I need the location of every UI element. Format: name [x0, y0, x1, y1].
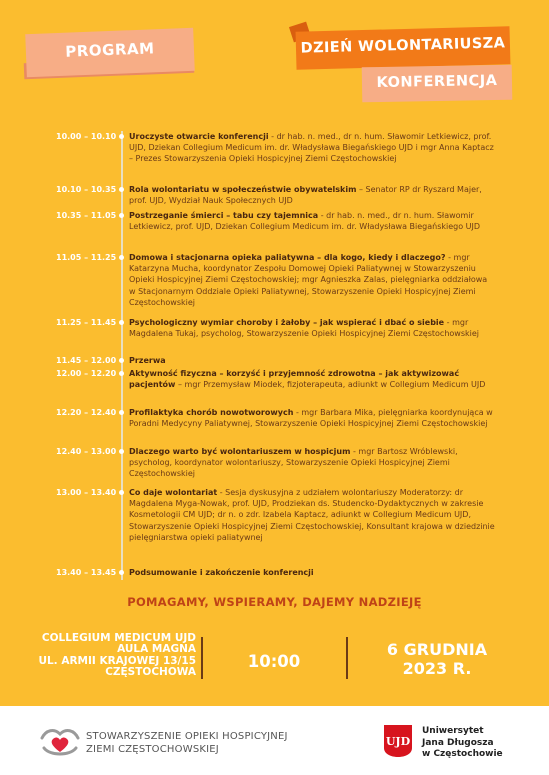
schedule-description — [129, 355, 495, 366]
schedule-description — [129, 252, 495, 308]
event-title: DZIEŃ WOLONTARIUSZA — [300, 35, 506, 57]
program-banner — [25, 28, 195, 77]
hospice-heart-hands-icon — [40, 724, 80, 758]
event-type: KONFERENCJA — [376, 72, 498, 92]
venue-line: COLLEGIUM MEDICUM UJD — [41, 632, 196, 644]
schedule-details: – Senator RP dr Ryszard Majer, prof. UJD, Wydział Nauk Społecznych UJD — [129, 185, 482, 206]
schedule-description — [129, 368, 495, 390]
schedule-details: - mgr Katarzyna Mucha, koordynator Zespołu Domowej Opieki Paliatywnej w Stowarzyszeniu Opieki Hospicyjnej Ziemi Częstochowskiej; mgr Agnieszka Zalas, pielęgniarka oddziałowa w Stacjonarnym Oddziale Opieki Paliatywnej, Stowarzyszenie Opieki Hospicyjnej Ziemi Częstochowskiej — [129, 253, 488, 307]
venue-line: CZĘSTOCHOWA — [105, 666, 196, 679]
event-date — [352, 640, 522, 678]
logo-bar — [0, 706, 549, 775]
schedule-description — [129, 317, 495, 339]
timeline-line — [121, 131, 123, 580]
university-name — [422, 726, 503, 761]
footer-divider — [346, 637, 348, 679]
ujd-logo-icon — [383, 724, 413, 758]
schedule-title: Dlaczego warto być wolontariuszem w hospicjum — [129, 447, 351, 456]
university-name-line: Jana Długosza — [422, 737, 494, 748]
program-label: PROGRAM — [64, 39, 155, 61]
venue-line: AULA MAGNA — [117, 643, 196, 656]
schedule-time: 12.20 – 12.40 — [56, 408, 117, 417]
schedule-details: - Sesja dyskusyjna z udziałem wolontariuszy Moderatorzy: dr Magdalena Myga-Nowak, prof. UJD, Prodziekan ds. Studencko-Dydaktycznych w zakresie Kosmetologii CM UJD; dr n. o zdr. Izabela Kaptacz, adiunkt w Collegium Medicum UJD, Stowarzyszenie Opieki Hospicyjnej Ziemi Częstochowskiej, Konsultant krajowa w dziedzinie pielęgniarstwa opieki paliatywnej — [129, 488, 495, 542]
schedule-description — [129, 184, 495, 206]
hospice-name-line: ZIEMI CZĘSTOCHOWSKIEJ — [86, 743, 219, 755]
schedule-description — [129, 446, 495, 480]
event-time: 10:00 — [247, 652, 301, 671]
footer-divider — [201, 637, 203, 679]
schedule-description — [129, 407, 495, 429]
schedule-title: Domowa i stacjonarna opieka paliatywna – dla kogo, kiedy i dlaczego? — [129, 253, 446, 262]
schedule-description — [129, 131, 495, 165]
university-name-line: Uniwersytet — [422, 726, 484, 736]
schedule-time: 13.00 – 13.40 — [56, 488, 117, 497]
ujd-mark-text: UJD — [385, 735, 411, 748]
venue-address — [20, 633, 196, 679]
schedule-time: 13.40 – 13.45 — [56, 568, 117, 577]
schedule-title: Postrzeganie śmierci – tabu czy tajemnica — [129, 211, 319, 220]
schedule-time: 10.00 – 10.10 — [56, 132, 117, 141]
schedule-details: - mgr Magdalena Tukaj, psycholog, Stowarzyszenie Opieki Hospicyjnej Ziemi Częstochowskiej — [129, 318, 479, 339]
venue-line: UL. ARMII KRAJOWEJ 13/15 — [38, 654, 196, 667]
schedule-description — [129, 567, 495, 578]
schedule-title: Psychologiczny wymiar choroby i żałoby – jak wspierać i dbać o siebie — [129, 318, 445, 327]
schedule-time: 11.05 – 11.25 — [56, 253, 117, 262]
university-name-line: w Częstochowie — [422, 749, 503, 759]
schedule-title: Profilaktyka chorób nowotworowych — [129, 408, 294, 417]
hospice-name-line: STOWARZYSZENIE OPIEKI HOSPICYJNEJ — [86, 731, 288, 742]
event-type-banner — [362, 65, 513, 103]
event-date-year: 2023 R. — [402, 659, 472, 678]
schedule-description — [129, 487, 495, 543]
schedule-time: 10.35 – 11.05 — [56, 211, 117, 220]
schedule-time: 10.10 – 10.35 — [56, 185, 117, 194]
schedule-title: Przerwa — [129, 356, 166, 365]
schedule-time: 11.25 – 11.45 — [56, 318, 117, 327]
schedule-title: Aktywność fizyczna – korzyść i przyjemność zdrowotna – jak aktywizować pacjentów — [129, 369, 460, 390]
schedule-details: - mgr Barbara Mika, pielęgniarka koordynująca w Poradni Medycyny Paliatywnej, Stowarzyszenie Opieki Hospicyjnej Ziemi Częstochowskiej — [129, 408, 493, 429]
schedule-description — [129, 210, 495, 232]
schedule-details: - mgr Bartosz Wróblewski, psycholog, koordynator wolontariuszy, Stowarzyszenie Opieki Hospicyjnej Ziemi Częstochowskiej — [129, 447, 458, 479]
schedule-title: Podsumowanie i zakończenie konferencji — [129, 568, 314, 577]
schedule-details: - dr hab. n. med., dr n. hum. Sławomir Letkiewicz, prof. UJD, Dziekan Collegium Medicum im. dr. Władysława Biegańskiego UJD — [129, 211, 481, 232]
schedule-time: 12.00 – 12.20 — [56, 369, 117, 378]
schedule-title: Rola wolontariatu w społeczeństwie obywatelskim — [129, 185, 357, 194]
schedule-title: Co daje wolontariat — [129, 488, 218, 497]
schedule-title: Uroczyste otwarcie konferencji — [129, 132, 269, 141]
schedule-time: 11.45 – 12.00 — [56, 356, 117, 365]
hospice-logo-text — [86, 731, 288, 756]
schedule-details: – mgr Przemysław Miodek, fizjoterapeuta, adiunkt w Collegium Medicum UJD — [175, 380, 486, 390]
event-date-day: 6 GRUDNIA — [386, 640, 488, 659]
event-title-banner — [296, 26, 511, 70]
schedule-time: 12.40 – 13.00 — [56, 447, 117, 456]
schedule-details: - dr hab. n. med., dr n. hum. Sławomir Letkiewicz, prof. UJD, Dziekan Collegium Medicum im. dr. Władysława Biegańskiego UJD i mgr Anna Kaptacz – Prezes Stowarzyszenia Opieki Hospicyjnej Ziemi Częstochowskiej — [129, 132, 494, 164]
slogan: POMAGAMY, WSPIERAMY, DAJEMY NADZIEJĘ — [127, 595, 422, 609]
